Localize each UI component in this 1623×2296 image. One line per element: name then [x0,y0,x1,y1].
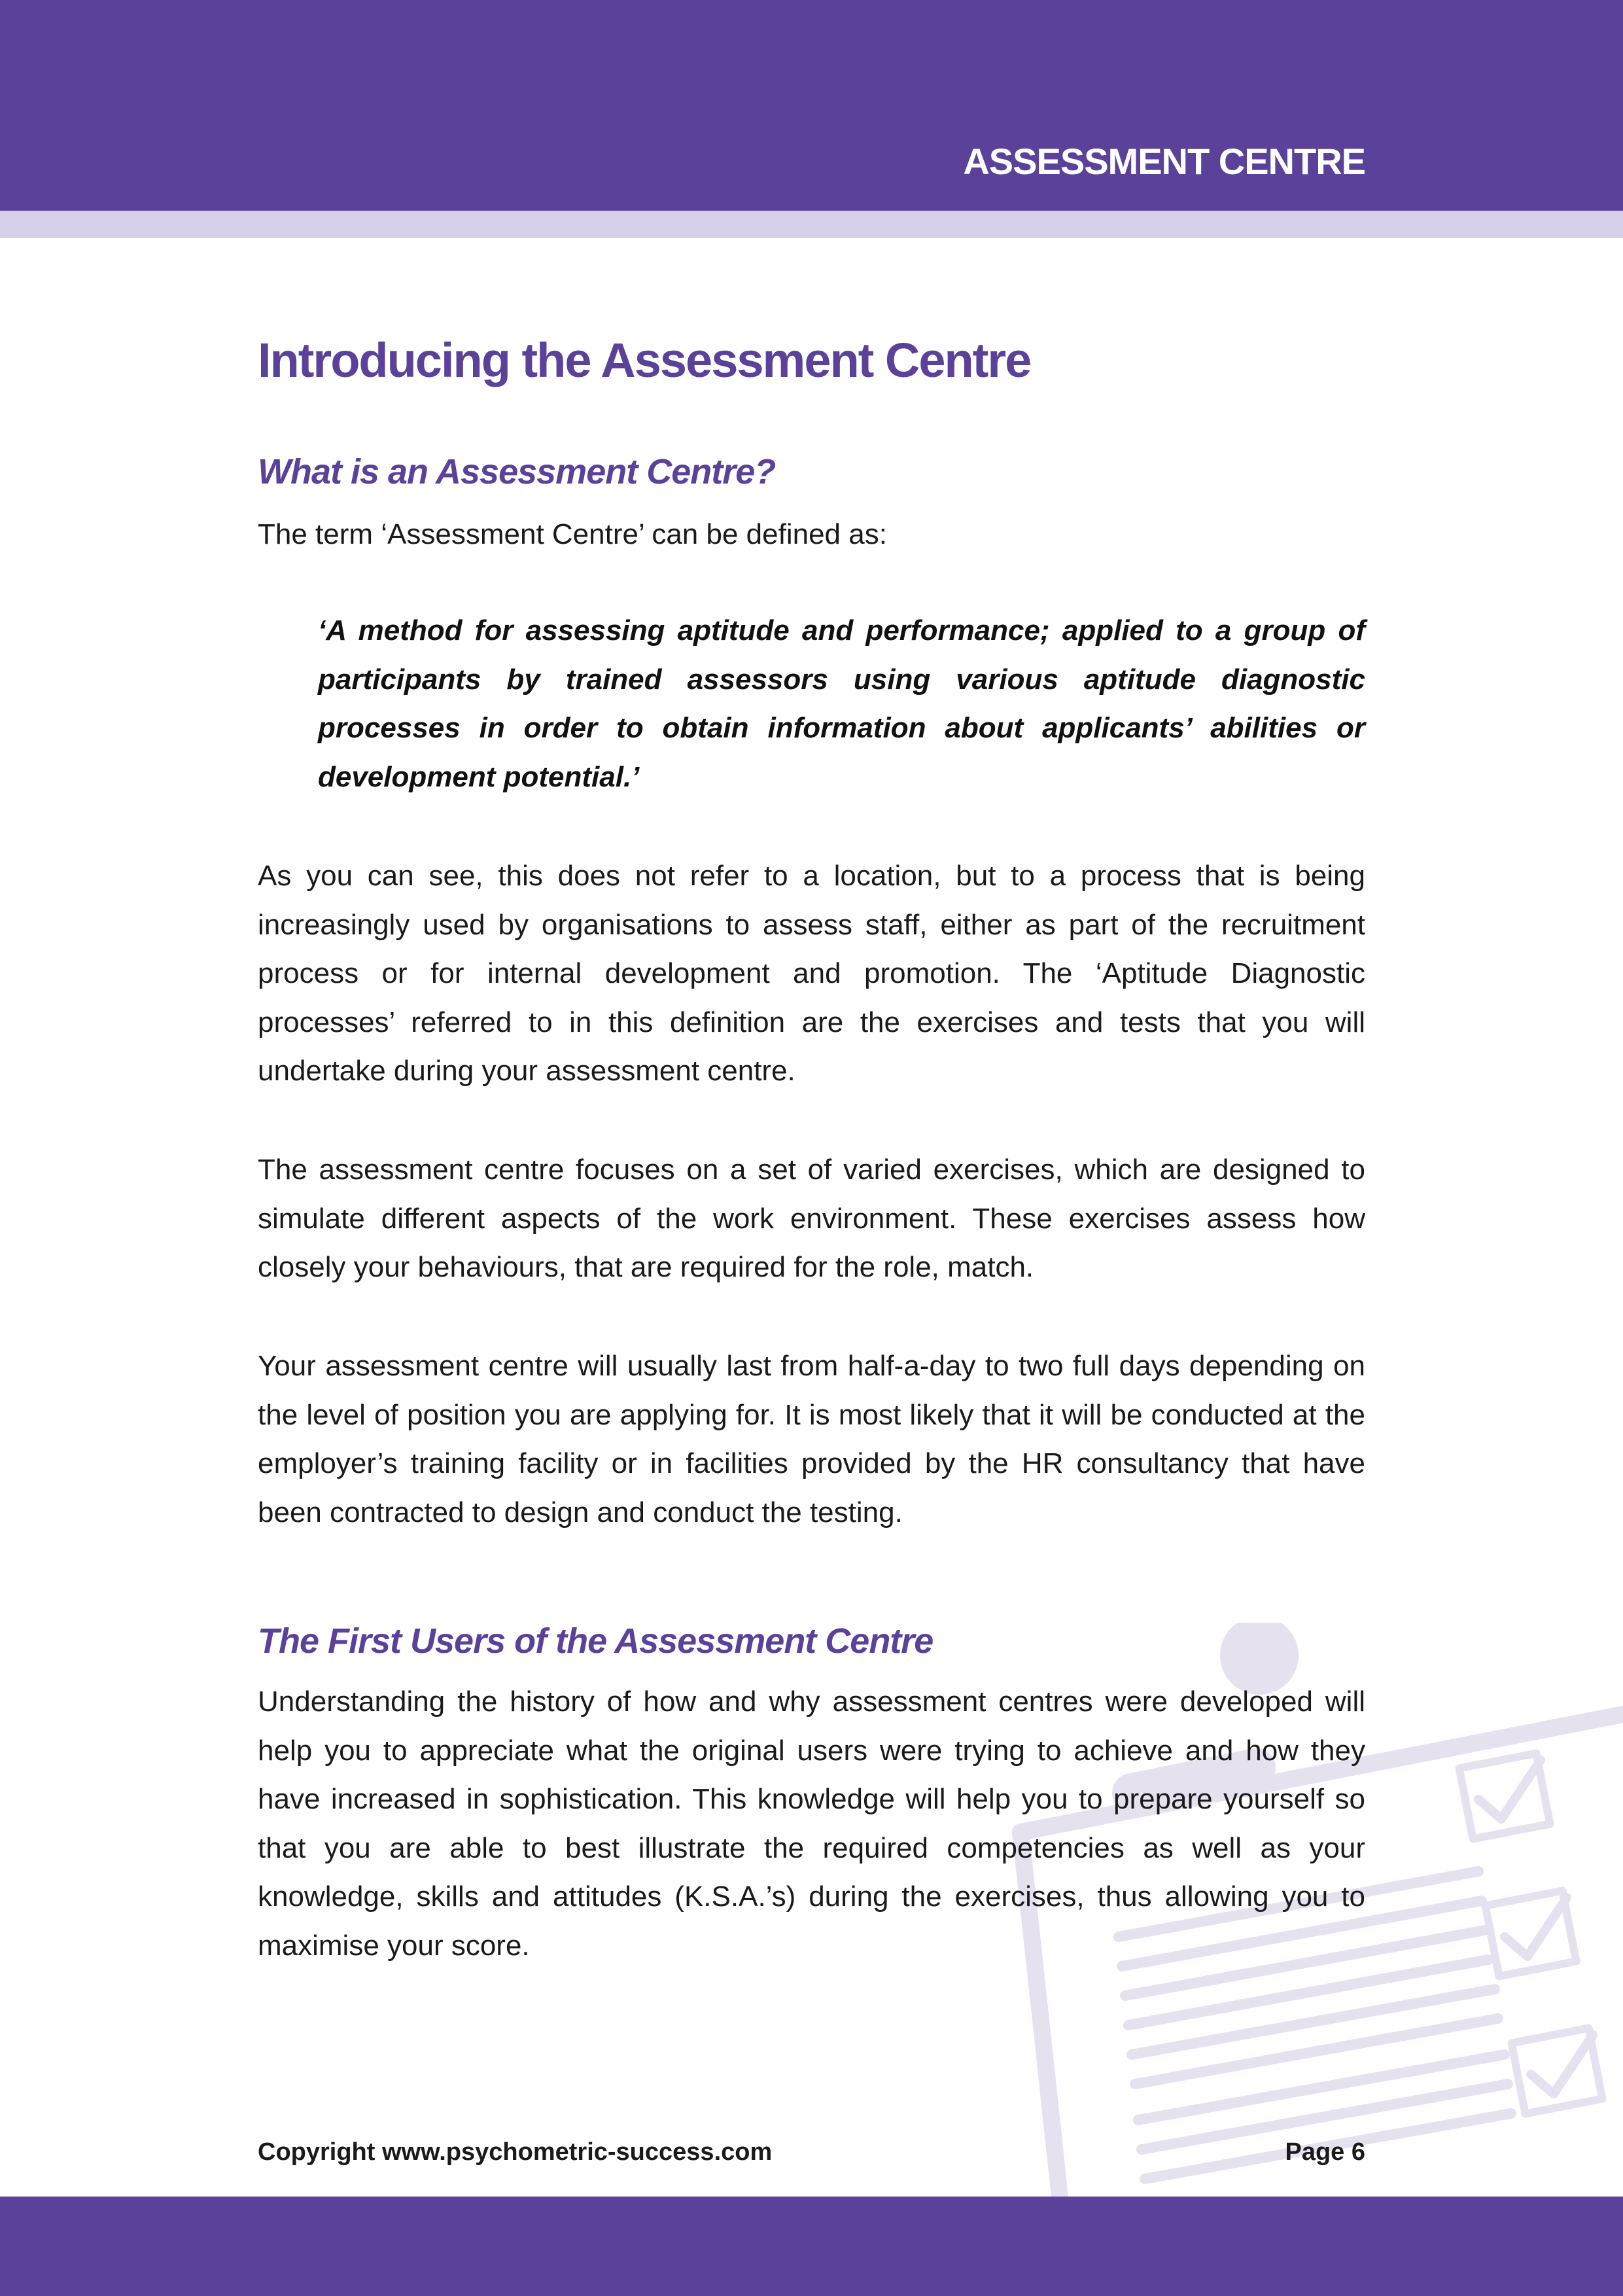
body-paragraph: The assessment centre focuses on a set of varied exercises, which are designed to simulate different aspects of the work environment. These exercises assess how closely your behaviours, that are required for the role, match. [258,1154,1365,1284]
header-stripe [0,211,1623,238]
footer-band [0,2197,1623,2296]
body-paragraph: As you can see, this does not refer to a location, but to a process that is being increasingly used by organisations to assess staff, either as part of the recruitment process or for internal development and promotion. The ‘Aptitude Diagnostic processes’ referred to in this definition are the exercises and tests that you will undertake during your assessment centre. [258,860,1365,1087]
definition-intro: The term ‘Assessment Centre’ can be defined as: [258,518,887,550]
section-heading-what-is: What is an Assessment Centre? [258,452,776,491]
page-number: Page 6 [1285,2138,1365,2166]
definition-quote: ‘A method for assessing aptitude and performance; applied to a group of participants by trained assessors using various aptitude diagnostic processes in order to obtain information about applicants’ abilities or development potential.’ [318,614,1365,793]
header-title: ASSESSMENT CENTRE [963,141,1365,182]
footer-copyright: Copyright www.psychometric-success.com [258,2138,773,2166]
body-paragraph: Your assessment centre will usually last from half-a-day to two full days depending on the level of position you are applying for. It is most likely that it will be conducted at the employer’s training facility or in facilities provided by the HR consultancy that have been contracted to design and conduct the testing. [258,1350,1365,1528]
body-paragraph: Understanding the history of how and why assessment centres were developed will help you to appreciate what the original users were trying to achieve and how they have increased in sophistication. This knowledge will help you to prepare yourself so that you are able to best illustrate the required competencies as well as your knowledge, skills and attitudes (K.S.A.’s) during the exercises, thus allowing you to maximise your score. [258,1686,1365,1962]
section-heading-first-users: The First Users of the Assessment Centre [258,1621,934,1661]
page-title: Introducing the Assessment Centre [258,333,1031,387]
header-band [0,0,1623,211]
